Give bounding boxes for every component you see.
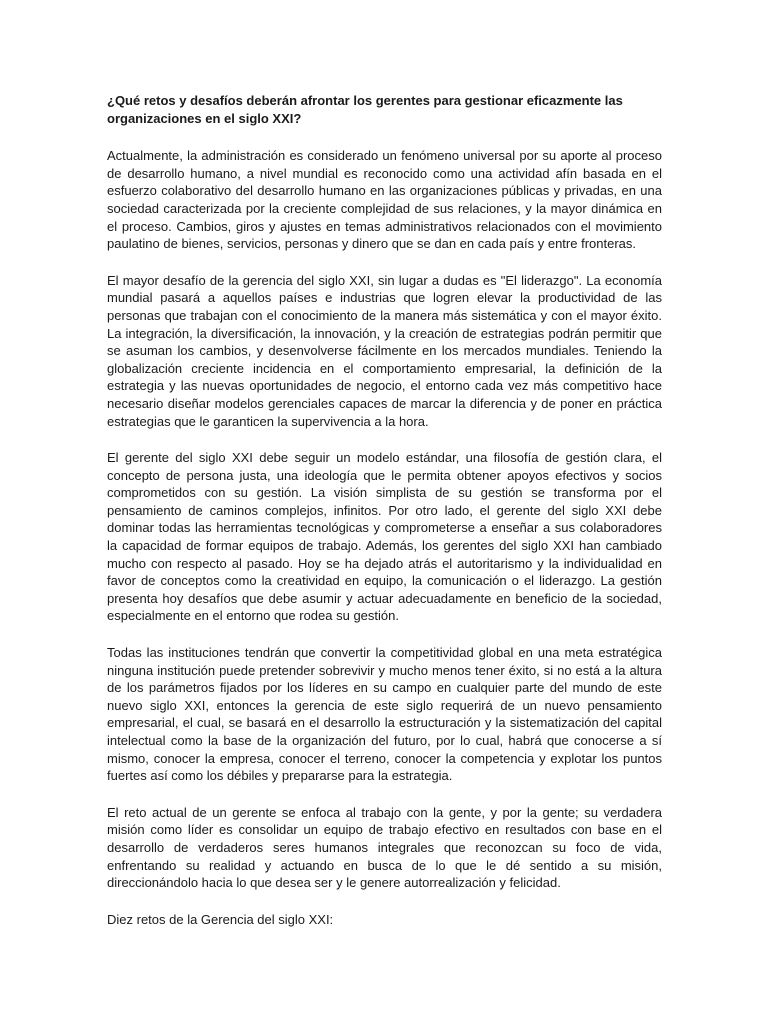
paragraph-2: El mayor desafío de la gerencia del siglo XXI, sin lugar a dudas es "El liderazgo". La economía mundial pasará a aquellos países e industrias que logren elevar la productividad de las personas que trabajan con el conocimiento de la manera más sistemática y con el mayor éxito. La integración, la diversificación, la innovación, y la creación de estrategias podrán permitir que se asuman los cambios, y desenvolverse fácilmente en los mercados mundiales. Teniendo la globalización creciente incidencia en el comportamiento empresarial, la definición de la estrategia y las nuevas oportunidades de negocio, el entorno cada vez más competitivo hace necesario diseñar modelos gerenciales capaces de marcar la diferencia y de poner en práctica estrategias que le garanticen la supervivencia a la hora. <box>107 272 662 429</box>
document-page <box>107 92 662 928</box>
document-title: ¿Qué retos y desafíos deberán afrontar los gerentes para gestionar eficazmente las organizaciones en el siglo XXI? <box>107 93 623 126</box>
paragraph-3: El gerente del siglo XXI debe seguir un modelo estándar, una filosofía de gestión clara, el concepto de persona justa, una ideología que le permita obtener apoyos efectivos y socios comprometidos con su gestión. La visión simplista de su gestión se transforma por el pensamiento de caminos complejos, infinitos. Por otro lado, el gerente del siglo XXI debe dominar todas las herramientas tecnológicas y comprometerse a enseñar a sus colaboradores la capacidad de formar equipos de trabajo. Además, los gerentes del siglo XXI han cambiado mucho con respecto al pasado. Hoy se ha dejado atrás el autoritarismo y la individualidad en favor de conceptos como la creatividad en equipo, la comunicación o el liderazgo. La gestión presenta hoy desafíos que debe asumir y actuar adecuadamente en beneficio de la sociedad, especialmente en el entorno que rodea su gestión. <box>107 450 662 624</box>
section-subtitle: Diez retos de la Gerencia del siglo XXI: <box>107 911 334 927</box>
paragraph-1: Actualmente, la administración es considerado un fenómeno universal por su aporte al proceso de desarrollo humano, a nivel mundial es reconocido como una actividad afín basada en el esfuerzo colaborativo del desarrollo humano en las organizaciones públicas y privadas, en una sociedad caracterizada por la creciente complejidad de sus relaciones, y la mayor dinámica en el proceso. Cambios, giros y ajustes en temas administrativos relacionados con el movimiento paulatino de bienes, servicios, personas y dinero que se dan en cada país y entre fronteras. <box>107 148 662 252</box>
paragraph-5: El reto actual de un gerente se enfoca al trabajo con la gente, y por la gente; su verdadera misión como líder es consolidar un equipo de trabajo efectivo en resultados con base en el desarrollo de verdaderos seres humanos integrales que reconozcan su foco de vida, enfrentando su realidad y actuando en busca de lo que le dé sentido a su misión, direccionándolo hacia lo que desea ser y le genere autorrealización y felicidad. <box>107 804 662 891</box>
paragraph-4: Todas las instituciones tendrán que convertir la competitividad global en una meta estratégica ninguna institución puede pretender sobrevivir y mucho menos tener éxito, si no está a la altura de los parámetros fijados por los líderes en su campo en cualquier parte del mundo de este nuevo siglo XXI, entonces la gerencia de este siglo requerirá de un nuevo pensamiento empresarial, el cual, se basará en el desarrollo la estructuración y la sistematización del capital intelectual como la base de la organización del futuro, por lo cual, habrá que conocerse a sí mismo, conocer la empresa, conocer el terreno, conocer la competencia y explotar los puntos fuertes así como los débiles y prepararse para la estrategia. <box>107 645 662 784</box>
